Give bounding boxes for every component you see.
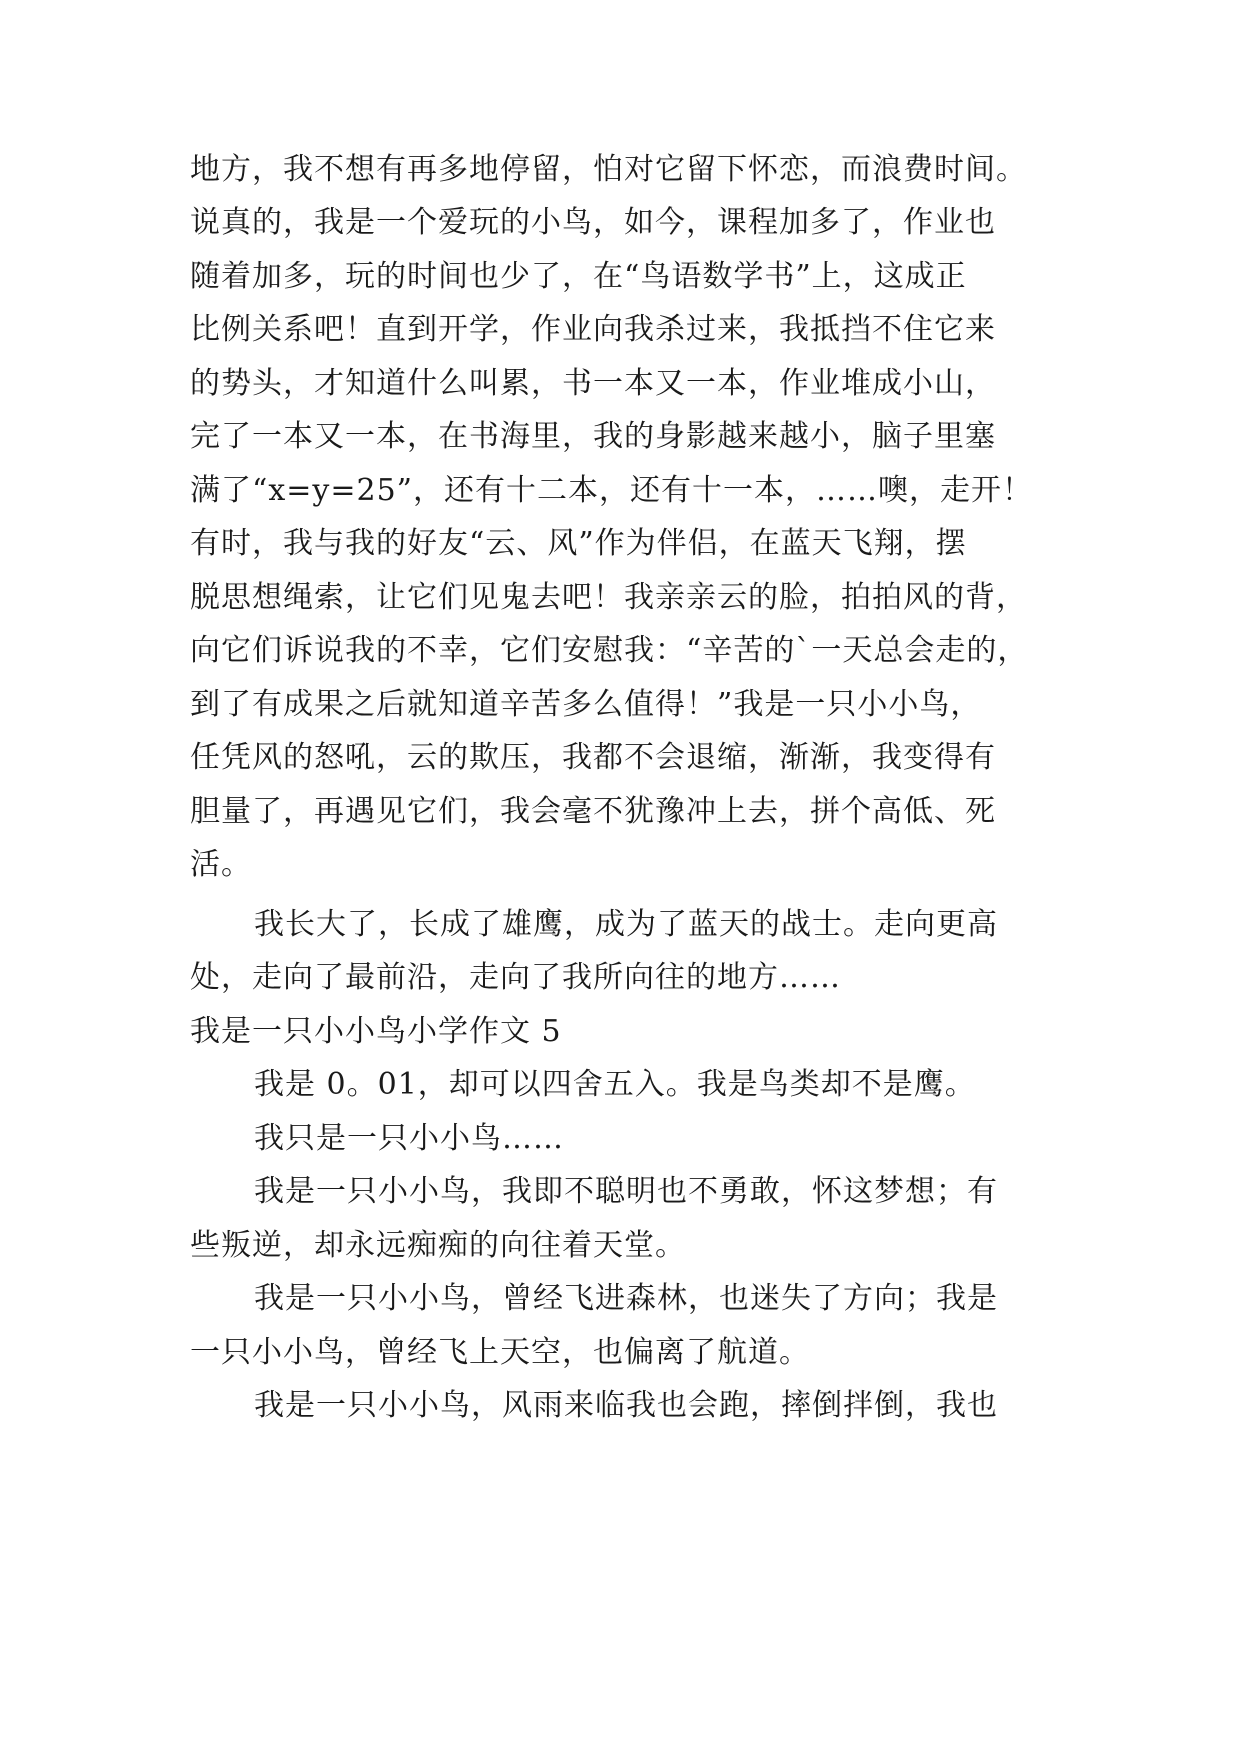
text-line: 任凭风的怒吼，云的欺压，我都不会退缩，渐渐，我变得有 bbox=[190, 740, 996, 775]
paragraph-first-line: 我是一只小小鸟，我即不聪明也不勇敢，怀这梦想；有 bbox=[254, 1174, 998, 1209]
text-line: 胆量了，再遇见它们，我会毫不犹豫冲上去，拼个高低、死 bbox=[190, 794, 996, 829]
text-line: 脱思想绳索，让它们见鬼去吧！我亲亲云的脸，拍拍风的背， bbox=[190, 580, 1027, 615]
text-line: 随着加多，玩的时间也少了，在“鸟语数学书”上，这成正 bbox=[190, 259, 967, 294]
text-line: 一只小小鸟，曾经飞上天空，也偏离了航道。 bbox=[190, 1335, 810, 1370]
text-line: 的势头，才知道什么叫累，书一本又一本，作业堆成小山， bbox=[190, 366, 996, 401]
text-line: 说真的，我是一个爱玩的小鸟，如今，课程加多了，作业也 bbox=[190, 205, 996, 240]
paragraph-first-line: 我是一只小小鸟，曾经飞进森林，也迷失了方向；我是 bbox=[254, 1281, 998, 1316]
text-line: 到了有成果之后就知道辛苦多么值得！”我是一只小小鸟， bbox=[190, 687, 982, 722]
text-line: 满了“x=y=25”，还有十二本，还有十一本，……噢，走开！ bbox=[190, 473, 1033, 508]
paragraph-first-line: 我是一只小小鸟，风雨来临我也会跑，摔倒拌倒，我也 bbox=[254, 1388, 998, 1423]
text-line: 处，走向了最前沿，走向了我所向往的地方…… bbox=[190, 960, 841, 995]
text-line: 有时，我与我的好友“云、风”作为伴侣，在蓝天飞翔，摆 bbox=[190, 526, 967, 561]
text-line: 完了一本又一本，在书海里，我的身影越来越小，脑子里塞 bbox=[190, 419, 996, 454]
paragraph-first-line: 我是 0。01，却可以四舍五入。我是鸟类却不是鹰。 bbox=[254, 1067, 976, 1102]
text-line: 些叛逆，却永远痴痴的向往着天堂。 bbox=[190, 1228, 686, 1263]
text-line: 比例关系吧！直到开学，作业向我杀过来，我抵挡不住它来 bbox=[190, 312, 996, 347]
text-line: 向它们诉说我的不幸，它们安慰我：“辛苦的`一天总会走的， bbox=[190, 633, 1029, 668]
text-line: 地方，我不想有再多地停留，怕对它留下怀恋，而浪费时间。 bbox=[190, 152, 1027, 187]
section-heading: 我是一只小小鸟小学作文 5 bbox=[190, 1014, 562, 1049]
text-line: 活。 bbox=[190, 847, 252, 882]
paragraph-first-line: 我长大了，长成了雄鹰，成为了蓝天的战士。走向更高 bbox=[254, 907, 998, 942]
paragraph-first-line: 我只是一只小小鸟…… bbox=[254, 1121, 564, 1156]
